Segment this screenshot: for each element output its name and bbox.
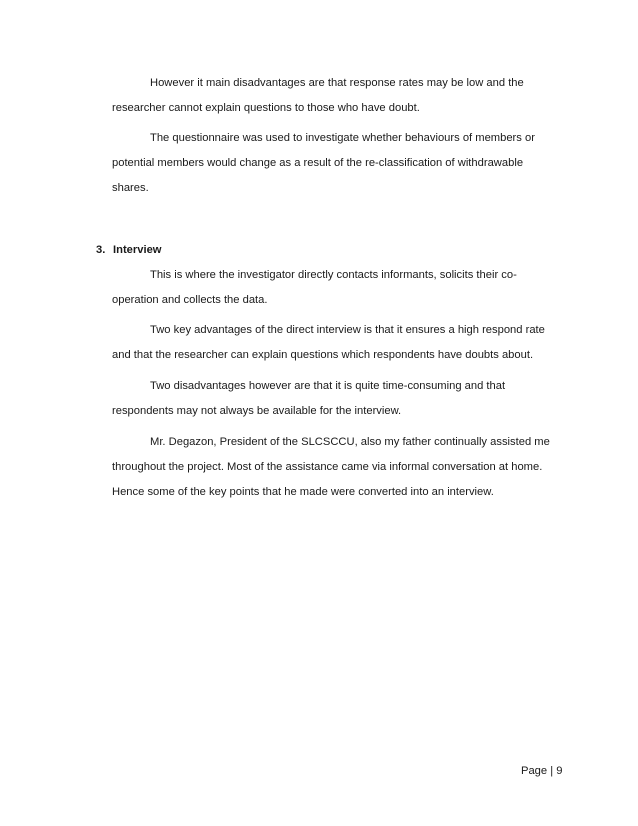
paragraph-line: Two key advantages of the direct interview is that it ensures a high respond rate xyxy=(150,324,545,336)
paragraph-line: The questionnaire was used to investigate whether behaviours of members or xyxy=(150,132,535,144)
page-number: Page | 9 xyxy=(521,765,563,777)
paragraph-line: throughout the project. Most of the assistance came via informal conversation at home. xyxy=(112,461,543,473)
paragraph-line: and that the researcher can explain questions which respondents have doubts about. xyxy=(112,349,534,361)
section-title: Interview xyxy=(113,244,162,256)
section-number: 3. xyxy=(96,244,106,256)
paragraph-line: operation and collects the data. xyxy=(112,294,268,306)
section-heading xyxy=(96,243,162,257)
paragraph-line: However it main disadvantages are that response rates may be low and the xyxy=(150,77,524,89)
paragraph-line: Hence some of the key points that he made were converted into an interview. xyxy=(112,486,494,498)
paragraph-line: potential members would change as a result of the re-classification of withdrawable xyxy=(112,157,524,169)
paragraph-line: researcher cannot explain questions to those who have doubt. xyxy=(112,102,420,114)
paragraph-line: respondents may not always be available for the interview. xyxy=(112,405,402,417)
paragraph-line: shares. xyxy=(112,182,149,194)
paragraph-line: Two disadvantages however are that it is quite time-consuming and that xyxy=(150,380,506,392)
paragraph-line: This is where the investigator directly contacts informants, solicits their co- xyxy=(150,269,517,281)
paragraph-line: Mr. Degazon, President of the SLCSCCU, also my father continually assisted me xyxy=(150,436,550,448)
